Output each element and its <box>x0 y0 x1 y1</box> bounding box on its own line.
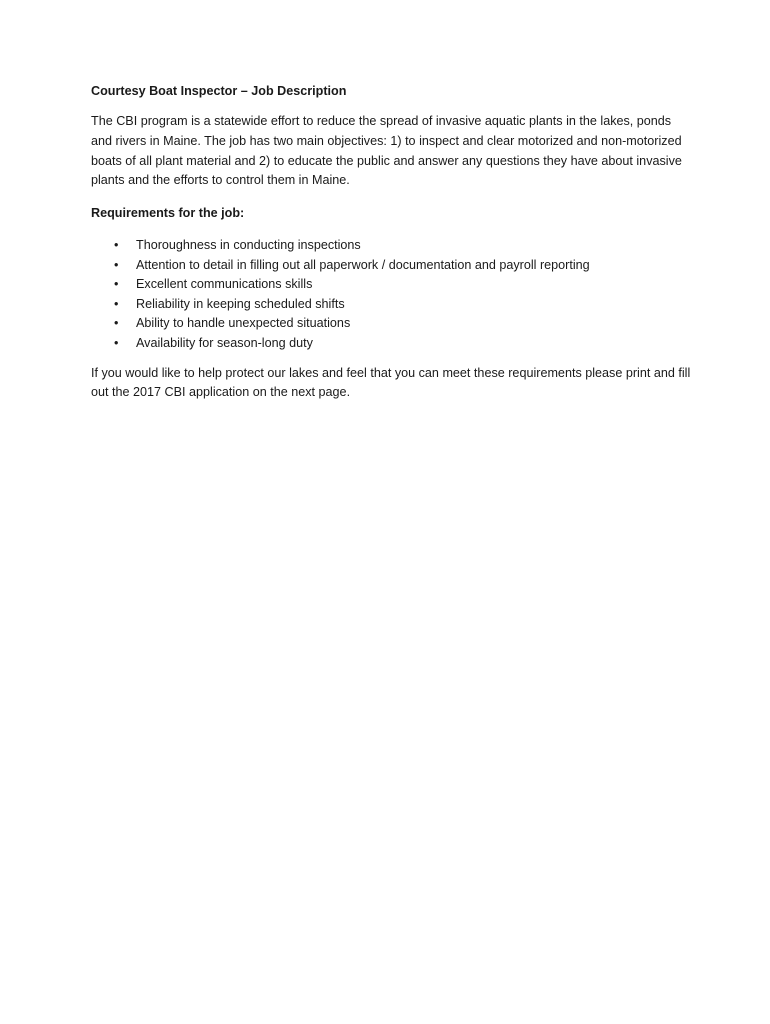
requirement-text: Attention to detail in filling out all paperwork / documentation and payroll reporting <box>136 257 590 272</box>
bullet-icon: • <box>114 316 119 331</box>
document-title: Courtesy Boat Inspector – Job Description <box>91 84 347 98</box>
requirement-item <box>91 314 691 334</box>
requirement-text: Thoroughness in conducting inspections <box>136 237 361 252</box>
requirement-text: Reliability in keeping scheduled shifts <box>136 296 345 311</box>
requirement-item <box>91 275 691 295</box>
bullet-icon: • <box>114 335 119 350</box>
closing-paragraph: If you would like to help protect our lakes and feel that you can meet these requirements please print and fill out the 2017 CBI application on the next page. <box>91 365 691 400</box>
requirement-text: Ability to handle unexpected situations <box>136 316 351 331</box>
requirements-list <box>91 236 691 354</box>
requirement-item <box>91 334 691 354</box>
bullet-icon: • <box>114 296 119 311</box>
bullet-icon: • <box>114 257 119 272</box>
requirement-item <box>91 256 691 276</box>
requirement-item <box>91 295 691 315</box>
requirement-text: Excellent communications skills <box>136 277 313 292</box>
bullet-icon: • <box>114 277 119 292</box>
requirement-text: Availability for season-long duty <box>136 335 313 350</box>
document-body <box>91 83 691 403</box>
bullet-icon: • <box>114 237 119 252</box>
requirement-item <box>91 236 691 256</box>
intro-paragraph: The CBI program is a statewide effort to reduce the spread of invasive aquatic plants in the lakes, ponds and rivers in Maine. The job has two main objectives: 1) to inspect and clear motorized and non-motorized boats of all plant material and 2) to educate the public and answer any questions they have about invasive plants and the efforts to control them in Maine. <box>91 114 682 188</box>
requirements-heading: Requirements for the job: <box>91 206 245 221</box>
